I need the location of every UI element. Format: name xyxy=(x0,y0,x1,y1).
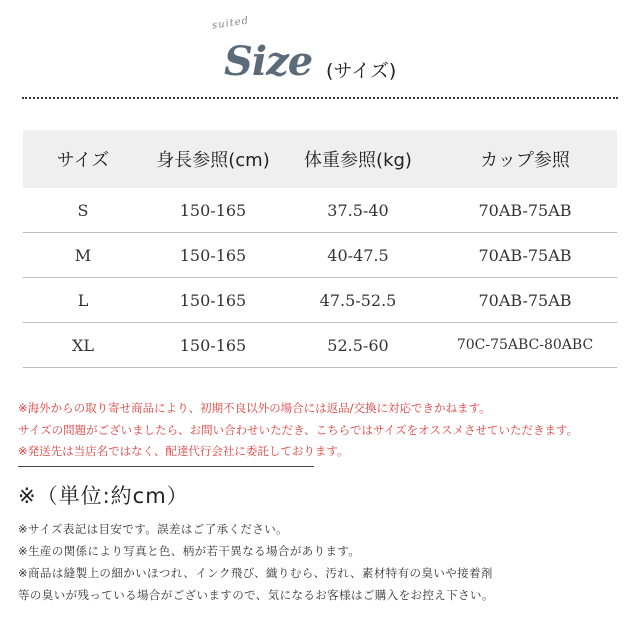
warning-notes xyxy=(18,398,628,463)
cell-size: L xyxy=(77,290,89,310)
general-notes xyxy=(18,518,628,606)
size-table xyxy=(23,130,617,368)
cell-height: 150-165 xyxy=(179,290,247,310)
note-line: ※生産の関係により写真と色、柄が若干異なる場合があります。 xyxy=(18,544,361,558)
cell-weight: 37.5-40 xyxy=(327,200,389,220)
table-row xyxy=(23,278,617,323)
cell-height: 150-165 xyxy=(179,245,247,265)
cell-size: S xyxy=(77,200,89,220)
cell-cup: 70AB-75AB xyxy=(478,200,572,220)
unit-label: ※（単位:約cm） xyxy=(18,484,189,508)
page-subtitle: (サイズ) xyxy=(326,60,397,82)
column-header-height: 身長参照(cm) xyxy=(156,150,270,171)
cell-weight: 47.5-52.5 xyxy=(319,290,397,310)
header xyxy=(0,0,640,100)
notes-underline xyxy=(18,466,314,467)
warning-line: サイズの問題がございましたら、お問い合わせいただき、こちらではサイズをオススメさせていただきます。 xyxy=(18,422,579,437)
table-row xyxy=(23,323,617,368)
note-line: 等の臭いが残っている場合がございますので、気になるお客様はご購入をお控え下さい。 xyxy=(18,588,494,602)
cell-height: 150-165 xyxy=(179,335,247,355)
cell-cup: 70AB-75AB xyxy=(478,245,572,265)
table-header-row xyxy=(23,130,617,188)
cell-height: 150-165 xyxy=(179,200,247,220)
cell-weight: 52.5-60 xyxy=(327,335,389,355)
column-header-weight: 体重参照(kg) xyxy=(304,150,412,171)
table-row xyxy=(23,233,617,278)
cell-size: XL xyxy=(71,335,94,355)
dotted-divider xyxy=(22,97,618,99)
warning-line: ※海外からの取り寄せ商品により、初期不良以外の場合には返品/交換に対応できかねます。 xyxy=(18,401,491,415)
note-line: ※商品は縫製上の細かいほつれ、インク飛び、織りむら、汚れ、素材特有の臭いや接着剤 xyxy=(18,566,493,580)
warning-line: ※発送先は当店名ではなく、配達代行会社に委託しております。 xyxy=(18,444,349,458)
column-header-cup: カップ参照 xyxy=(480,150,570,171)
column-header-size: サイズ xyxy=(56,150,110,171)
page-title: Size xyxy=(224,38,313,85)
cell-size: M xyxy=(74,245,92,265)
suited-tag: suited xyxy=(211,15,250,32)
cell-cup: 70AB-75AB xyxy=(478,290,572,310)
note-line: ※サイズ表記は目安です。誤差はご了承ください。 xyxy=(18,522,288,536)
table-row xyxy=(23,188,617,233)
cell-cup: 70C-75ABC-80ABC xyxy=(456,337,594,353)
cell-weight: 40-47.5 xyxy=(327,245,389,265)
